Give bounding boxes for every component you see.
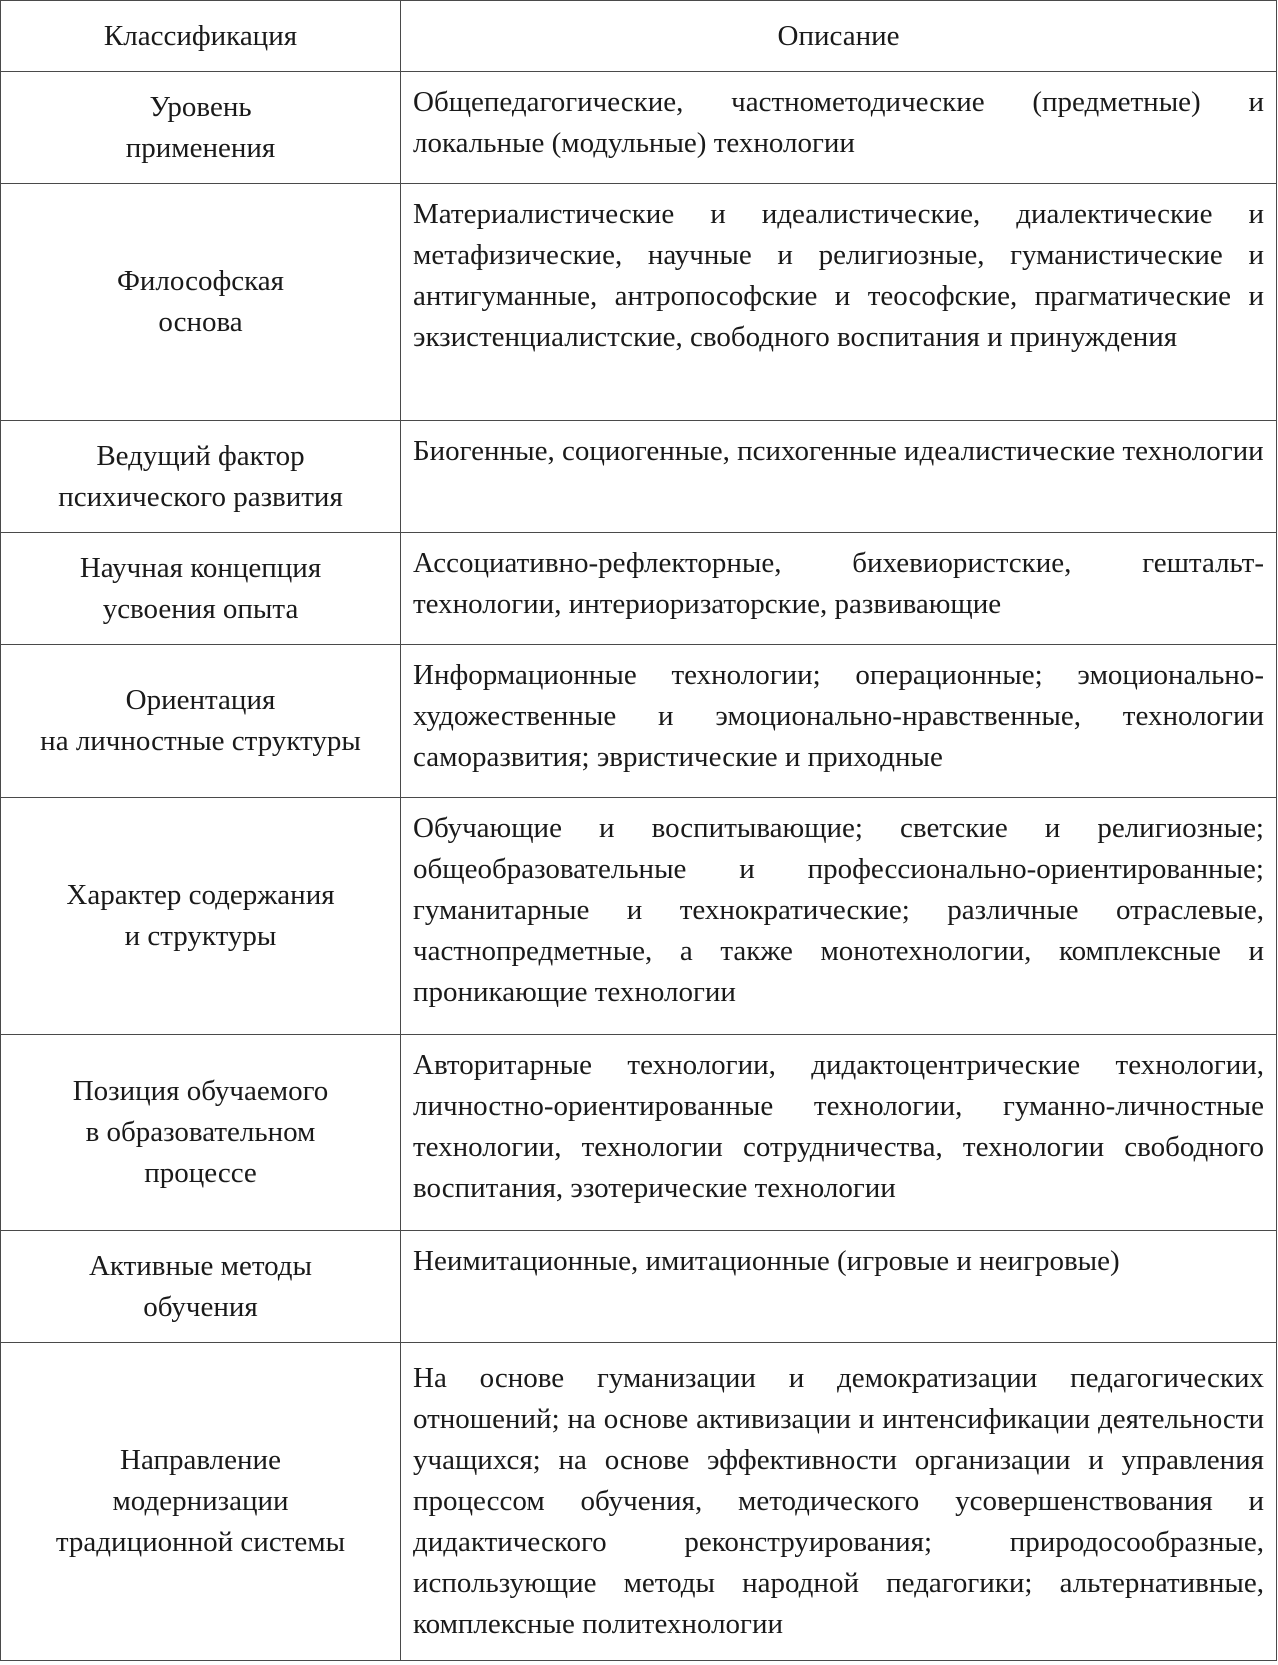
table-row [1, 798, 1277, 1035]
table-row [1, 421, 1277, 533]
classification-cell: Ориентация на личностные структуры [1, 645, 401, 798]
description-cell: Ассоциативно-рефлекторные, бихевиористские, гештальт-технологии, интериоризаторские, развивающие [401, 533, 1277, 645]
description-cell: Материалистические и идеалистические, диалектические и метафизические, научные и религиозные, гуманистические и антигуманные, антропософские и теософские, прагматические и экзистенциалистские, свободного воспитания и принуждения [401, 184, 1277, 421]
classification-cell: Позиция обучаемого в образовательном процессе [1, 1035, 401, 1231]
description-cell: Авторитарные технологии, дидактоцентрические технологии, личностно-ориентированные технологии, гуманно-личностные технологии, технологии сотрудничества, технологии свободного воспитания, эзотерические технологии [401, 1035, 1277, 1231]
classification-cell: Направление модернизации традиционной системы [1, 1343, 401, 1661]
description-cell: Информационные технологии; операционные; эмоционально-художественные и эмоционально-нравственные, технологии саморазвития; эвристические и приходные [401, 645, 1277, 798]
table-row [1, 1343, 1277, 1661]
description-cell: Неимитационные, имитационные (игровые и неигровые) [401, 1231, 1277, 1343]
classification-cell: Активные методы обучения [1, 1231, 401, 1343]
table-row [1, 72, 1277, 184]
table-row [1, 533, 1277, 645]
table-row [1, 645, 1277, 798]
description-cell: Общепедагогические, частнометодические (предметные) и локальные (модульные) технологии [401, 72, 1277, 184]
classification-cell: Научная концепция усвоения опыта [1, 533, 401, 645]
description-cell: Биогенные, социогенные, психогенные идеалистические технологии [401, 421, 1277, 533]
table-row [1, 1231, 1277, 1343]
table-header-row [1, 1, 1277, 72]
classification-cell: Уровень применения [1, 72, 401, 184]
description-cell: Обучающие и воспитывающие; светские и религиозные; общеобразовательные и профессионально-ориентированные; гуманитарные и технократические; различные отраслевые, частнопредметные, а также монотехнологии, комплексные и проникающие технологии [401, 798, 1277, 1035]
classification-cell: Философская основа [1, 184, 401, 421]
classification-cell: Характер содержания и структуры [1, 798, 401, 1035]
table-row [1, 1035, 1277, 1231]
table-row [1, 184, 1277, 421]
header-classification: Классификация [1, 1, 401, 72]
header-description: Описание [401, 1, 1277, 72]
classification-cell: Ведущий фактор психического развития [1, 421, 401, 533]
description-cell: На основе гуманизации и демократизации педагогических отношений; на основе активизации и интенсификации деятельности учащихся; на основе эффективности организации и управления процессом обучения, методического усовершенствования и дидактического реконструирования; природосообразные, использующие методы народной педагогики; альтернативные, комплексные политехнологии [401, 1343, 1277, 1661]
